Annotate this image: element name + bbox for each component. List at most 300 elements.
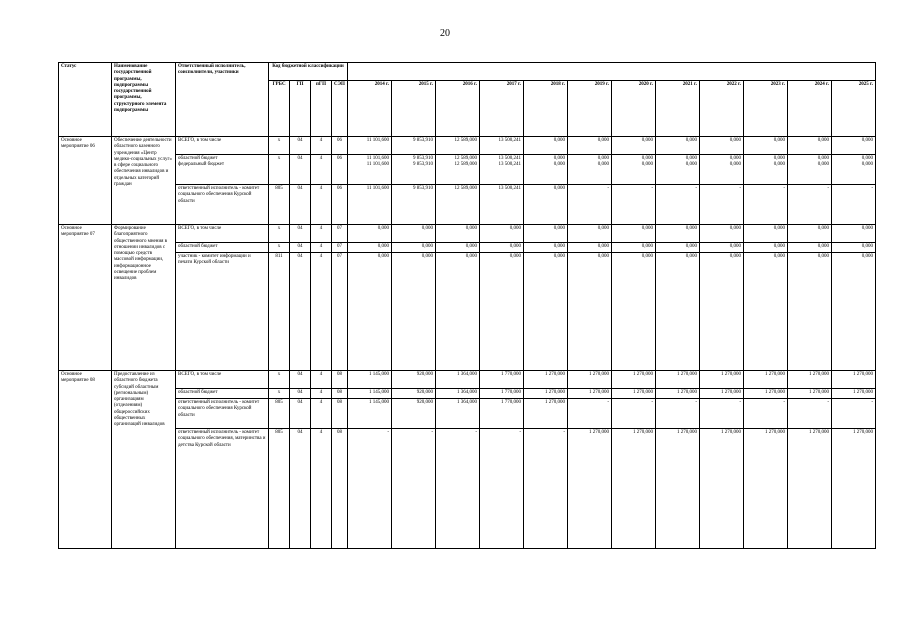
code-grbs-cell: x — [269, 371, 290, 389]
value-text: 1 270,000 — [853, 390, 874, 395]
value-text: 1 270,000 — [677, 390, 698, 395]
code-pgp-cell: 4 — [311, 253, 332, 371]
responsible-text: ВСЕГО, в том числе — [178, 372, 222, 377]
value-text-2: 0,000 — [641, 162, 654, 168]
value-cell — [436, 429, 480, 549]
code-gp-cell: 04 — [290, 399, 311, 429]
value-text: 1 270,000 — [589, 372, 610, 377]
responsible-cell — [176, 137, 269, 155]
value-text: 1 270,000 — [633, 372, 654, 377]
value-text: 0,000 — [641, 226, 654, 231]
value-text: 0,000 — [729, 254, 742, 259]
value-cell — [612, 389, 656, 399]
value-text: 1 270,000 — [545, 400, 566, 405]
responsible-text-2: федеральный бюджет — [178, 162, 225, 168]
value-cell — [832, 137, 876, 155]
budget-table — [58, 62, 876, 549]
value-cell — [480, 225, 524, 243]
value-cell — [612, 225, 656, 243]
responsible-text: ВСЕГО, в том числе — [178, 138, 222, 143]
value-cell — [700, 389, 744, 399]
value-text: 0,000 — [377, 226, 390, 231]
value-cell — [788, 371, 832, 389]
value-cell — [788, 253, 832, 371]
value-cell — [832, 243, 876, 253]
value-cell — [700, 399, 744, 429]
value-cell — [568, 155, 612, 185]
value-cell — [348, 185, 392, 225]
value-cell — [348, 253, 392, 371]
code-gp-cell: 04 — [290, 155, 311, 185]
value-cell — [744, 185, 788, 225]
value-cell — [744, 371, 788, 389]
value-text: 0,000 — [465, 254, 478, 259]
value-text: - — [827, 400, 830, 405]
value-cell — [524, 137, 568, 155]
header-name: Наименование государственной программы, подпрограммы государственной программы, структурного элемента подпрограммы — [112, 63, 176, 137]
code-pgp-cell: 4 — [311, 243, 332, 253]
value-cell — [656, 225, 700, 243]
value-text: 11 101,600 — [366, 186, 390, 191]
value-text: 0,000 — [553, 254, 566, 259]
header-year: 2020 г. — [612, 81, 656, 137]
value-text: 920,000 — [416, 390, 434, 395]
value-text: - — [871, 400, 874, 405]
value-text: 1 270,000 — [677, 430, 698, 435]
value-text: 1 270,000 — [677, 372, 698, 377]
value-text: 1 770,000 — [501, 372, 522, 377]
value-cell — [612, 137, 656, 155]
value-text: 0,000 — [729, 244, 742, 249]
responsible-text: ответственный исполнитель - комитет социального обеспечения, материнства и детства Курской области — [178, 430, 266, 448]
value-cell — [524, 185, 568, 225]
value-text: 0,000 — [817, 244, 830, 249]
value-text: 0,000 — [509, 244, 522, 249]
value-text: 0,000 — [685, 244, 698, 249]
value-text: 1 270,000 — [809, 372, 830, 377]
responsible-cell — [176, 253, 269, 371]
responsible-text: ВСЕГО, в том числе — [178, 226, 222, 231]
value-cell — [612, 399, 656, 429]
table-row — [59, 155, 876, 185]
value-text: 0,000 — [641, 156, 654, 161]
value-cell — [832, 429, 876, 549]
value-text: 9 853,910 — [413, 156, 434, 161]
code-gp-cell: 04 — [290, 429, 311, 549]
value-text: - — [827, 186, 830, 191]
value-cell — [832, 225, 876, 243]
code-grbs-cell: x — [269, 243, 290, 253]
header-year: 2025 г. — [832, 81, 876, 137]
code-gp-cell: 04 — [290, 243, 311, 253]
status-cell: Основное мероприятие 08 — [59, 371, 112, 549]
header-years-group — [348, 63, 876, 81]
value-text: 0,000 — [773, 138, 786, 143]
value-text-2: 0,000 — [729, 162, 742, 168]
value-cell — [568, 243, 612, 253]
value-cell — [832, 399, 876, 429]
value-cell — [348, 243, 392, 253]
value-cell — [612, 429, 656, 549]
value-cell — [744, 225, 788, 243]
value-cell — [612, 155, 656, 185]
value-text: 0,000 — [597, 254, 610, 259]
code-grbs-cell: x — [269, 137, 290, 155]
value-cell — [524, 253, 568, 371]
value-cell — [656, 137, 700, 155]
value-cell — [788, 429, 832, 549]
value-cell — [832, 155, 876, 185]
value-cell — [392, 155, 436, 185]
value-cell — [392, 137, 436, 155]
value-cell — [392, 371, 436, 389]
table-row — [59, 253, 876, 371]
value-cell — [392, 243, 436, 253]
responsible-text: ответственный исполнитель - комитет социального обеспечения Курской области — [178, 400, 260, 418]
header-code: Код бюджетной классификации — [269, 63, 348, 81]
value-cell — [612, 253, 656, 371]
value-cell — [436, 389, 480, 399]
value-cell — [392, 429, 436, 549]
value-cell — [656, 155, 700, 185]
value-text: 1 270,000 — [589, 430, 610, 435]
value-cell — [788, 155, 832, 185]
value-cell — [436, 137, 480, 155]
value-text: 0,000 — [817, 226, 830, 231]
code-pgp-cell: 4 — [311, 399, 332, 429]
value-cell — [568, 389, 612, 399]
value-cell — [656, 389, 700, 399]
header-year: 2018 г. — [524, 81, 568, 137]
value-text: 0,000 — [729, 226, 742, 231]
header-row — [59, 63, 876, 81]
value-cell — [700, 243, 744, 253]
header-som: СЭП — [332, 81, 348, 137]
value-cell — [788, 185, 832, 225]
value-cell — [788, 389, 832, 399]
value-cell — [480, 371, 524, 389]
value-text: 1 270,000 — [809, 430, 830, 435]
code-som-cell: 06 — [332, 155, 348, 185]
code-som-cell: 06 — [332, 185, 348, 225]
value-text: 0,000 — [509, 254, 522, 259]
value-text: 0,000 — [421, 254, 434, 259]
responsible-text: ответственный исполнитель - комитет социального обеспечения Курской области — [178, 186, 260, 204]
value-cell — [832, 371, 876, 389]
value-text: 1 270,000 — [853, 372, 874, 377]
code-grbs-cell: 805 — [269, 399, 290, 429]
value-cell — [480, 429, 524, 549]
value-text: 12 589,000 — [454, 138, 478, 143]
value-cell — [700, 185, 744, 225]
table-row — [59, 371, 876, 389]
value-cell — [656, 243, 700, 253]
value-text-2: 0,000 — [861, 162, 874, 168]
value-text: 0,000 — [421, 244, 434, 249]
value-cell — [524, 243, 568, 253]
code-grbs-cell: 805 — [269, 185, 290, 225]
value-cell — [436, 253, 480, 371]
value-text: - — [871, 186, 874, 191]
value-text: - — [695, 186, 698, 191]
code-gp-cell: 04 — [290, 137, 311, 155]
value-text: 0,000 — [509, 226, 522, 231]
value-text: 1 145,000 — [369, 390, 390, 395]
value-cell — [744, 389, 788, 399]
code-pgp-cell: 4 — [311, 389, 332, 399]
status-cell: Основное мероприятие 07 — [59, 225, 112, 371]
value-text: - — [739, 186, 742, 191]
value-cell — [744, 429, 788, 549]
table-row — [59, 429, 876, 549]
value-cell — [656, 185, 700, 225]
responsible-cell — [176, 155, 269, 185]
value-text: 920,000 — [416, 372, 434, 377]
header-grbs: ГРБС — [269, 81, 290, 137]
value-text: - — [651, 400, 654, 405]
value-cell — [348, 137, 392, 155]
value-cell — [480, 253, 524, 371]
responsible-cell — [176, 243, 269, 253]
value-text: 11 101,600 — [366, 156, 390, 161]
value-cell — [436, 225, 480, 243]
value-cell — [480, 243, 524, 253]
value-cell — [832, 253, 876, 371]
value-text: - — [607, 400, 610, 405]
value-text: 11 101,600 — [366, 138, 390, 143]
header-status: Статус — [59, 63, 112, 137]
value-text: 1 270,000 — [765, 430, 786, 435]
value-text: 0,000 — [773, 244, 786, 249]
value-cell — [788, 399, 832, 429]
header-gp: ГП — [290, 81, 311, 137]
value-text: 0,000 — [421, 226, 434, 231]
value-text: 0,000 — [597, 138, 610, 143]
value-cell — [788, 137, 832, 155]
value-cell — [656, 253, 700, 371]
value-text: 1 145,000 — [369, 372, 390, 377]
value-text: 1 270,000 — [853, 430, 874, 435]
value-cell — [568, 429, 612, 549]
value-cell — [568, 399, 612, 429]
value-text: 1 270,000 — [721, 390, 742, 395]
value-cell — [436, 399, 480, 429]
code-gp-cell: 04 — [290, 389, 311, 399]
code-grbs-cell: 805 — [269, 429, 290, 549]
value-text: 0,000 — [553, 138, 566, 143]
value-cell — [524, 371, 568, 389]
value-text: - — [783, 400, 786, 405]
value-cell — [700, 155, 744, 185]
responsible-cell — [176, 399, 269, 429]
value-text: 0,000 — [597, 244, 610, 249]
value-text: 0,000 — [553, 156, 566, 161]
value-text: 1 145,000 — [369, 400, 390, 405]
value-cell — [436, 243, 480, 253]
code-pgp-cell: 4 — [311, 225, 332, 243]
value-text-2: 13 500,241 — [498, 162, 522, 168]
value-cell — [568, 225, 612, 243]
value-cell — [480, 155, 524, 185]
value-cell — [348, 399, 392, 429]
code-grbs-cell: 811 — [269, 253, 290, 371]
value-text-2: 11 101,600 — [366, 162, 390, 168]
value-text: 1 270,000 — [633, 430, 654, 435]
value-cell — [700, 253, 744, 371]
value-text: 0,000 — [861, 254, 874, 259]
program-name-cell: Формирование благоприятного общественного мнения в отношении инвалидов с помощью средств массовой информации, информационное освещение проблем инвалидов — [112, 225, 176, 371]
value-text: 0,000 — [465, 244, 478, 249]
responsible-cell — [176, 225, 269, 243]
value-text: 0,000 — [861, 244, 874, 249]
table-row — [59, 185, 876, 225]
code-pgp-cell: 4 — [311, 371, 332, 389]
responsible-text: областной бюджет — [178, 244, 218, 249]
value-cell — [612, 185, 656, 225]
value-cell — [524, 399, 568, 429]
responsible-text: участник - комитет информации и печати Курской области — [178, 254, 251, 266]
table-row — [59, 225, 876, 243]
table-row — [59, 399, 876, 429]
responsible-text: областной бюджет — [178, 156, 218, 161]
program-name-cell: Обеспечение деятельности областного казенного учреждения «Центр медико-социальных услуг» в сфере социального обеспечения инвалидов и отдельных категорий граждан — [112, 137, 176, 225]
header-resp: Ответственный исполнитель, соисполнители, участники — [176, 63, 269, 137]
value-text: 0,000 — [597, 226, 610, 231]
value-text: 0,000 — [817, 156, 830, 161]
value-cell — [700, 225, 744, 243]
value-cell — [832, 185, 876, 225]
value-cell — [568, 137, 612, 155]
value-cell — [612, 243, 656, 253]
value-text: 1 270,000 — [809, 390, 830, 395]
code-gp-cell: 04 — [290, 253, 311, 371]
value-cell — [612, 371, 656, 389]
value-text: 1 270,000 — [545, 390, 566, 395]
value-text-2: 0,000 — [597, 162, 610, 168]
value-cell — [392, 389, 436, 399]
value-text: 1 770,000 — [501, 390, 522, 395]
value-text: 0,000 — [641, 244, 654, 249]
code-grbs-cell: x — [269, 389, 290, 399]
value-text: 0,000 — [377, 244, 390, 249]
value-text: 0,000 — [377, 254, 390, 259]
value-text: 0,000 — [817, 254, 830, 259]
value-text: 1 270,000 — [589, 390, 610, 395]
value-cell — [568, 185, 612, 225]
value-cell — [348, 371, 392, 389]
header-year: 2021 г. — [656, 81, 700, 137]
value-cell — [436, 185, 480, 225]
value-text: 0,000 — [553, 226, 566, 231]
value-text: 1 270,000 — [545, 372, 566, 377]
value-text: 1 270,000 — [765, 390, 786, 395]
code-pgp-cell: 4 — [311, 137, 332, 155]
header-year: 2014 г. — [348, 81, 392, 137]
code-pgp-cell: 4 — [311, 429, 332, 549]
value-text: 920,000 — [416, 400, 434, 405]
value-text: - — [519, 430, 522, 435]
value-text: - — [651, 186, 654, 191]
value-text: 0,000 — [553, 186, 566, 191]
value-text: 13 500,241 — [498, 156, 522, 161]
value-cell — [744, 399, 788, 429]
value-cell — [524, 429, 568, 549]
value-text: 1 364,000 — [457, 390, 478, 395]
code-gp-cell: 04 — [290, 185, 311, 225]
value-cell — [700, 429, 744, 549]
code-pgp-cell: 4 — [311, 185, 332, 225]
code-som-cell: 08 — [332, 399, 348, 429]
value-text: - — [475, 430, 478, 435]
value-text: - — [431, 430, 434, 435]
value-text: 13 500,241 — [498, 186, 522, 191]
value-text: 0,000 — [773, 156, 786, 161]
code-som-cell: 08 — [332, 429, 348, 549]
value-cell — [744, 243, 788, 253]
value-text: 0,000 — [861, 156, 874, 161]
status-cell: Основное мероприятие 06 — [59, 137, 112, 225]
value-text-2: 0,000 — [817, 162, 830, 168]
value-text: 0,000 — [861, 138, 874, 143]
code-grbs-cell: x — [269, 225, 290, 243]
value-text: 13 500,241 — [498, 138, 522, 143]
value-text-2: 12 589,000 — [454, 162, 478, 168]
page-number: 20 — [440, 28, 450, 39]
value-text: - — [387, 430, 390, 435]
value-text: 1 270,000 — [633, 390, 654, 395]
value-text: - — [783, 186, 786, 191]
code-gp-cell: 04 — [290, 371, 311, 389]
header-year: 2023 г. — [744, 81, 788, 137]
value-cell — [392, 399, 436, 429]
value-cell — [348, 429, 392, 549]
value-text: 12 589,000 — [454, 186, 478, 191]
value-text: 0,000 — [465, 226, 478, 231]
value-text: 0,000 — [597, 156, 610, 161]
value-cell — [524, 389, 568, 399]
header-year: 2019 г. — [568, 81, 612, 137]
value-text: - — [607, 186, 610, 191]
value-text: 0,000 — [553, 244, 566, 249]
value-text: 1 770,000 — [501, 400, 522, 405]
value-text: 0,000 — [685, 226, 698, 231]
value-text: 12 589,000 — [454, 156, 478, 161]
value-text: - — [695, 400, 698, 405]
value-cell — [524, 155, 568, 185]
value-text: 0,000 — [861, 226, 874, 231]
value-cell — [832, 389, 876, 399]
code-pgp-cell: 4 — [311, 155, 332, 185]
value-text: 0,000 — [817, 138, 830, 143]
value-text: 0,000 — [685, 254, 698, 259]
value-text: 0,000 — [641, 254, 654, 259]
value-text-2: 0,000 — [553, 162, 566, 168]
header-year: 2016 г. — [436, 81, 480, 137]
value-cell — [524, 225, 568, 243]
value-cell — [700, 371, 744, 389]
value-cell — [392, 225, 436, 243]
table-row — [59, 243, 876, 253]
code-som-cell: 08 — [332, 371, 348, 389]
value-cell — [744, 137, 788, 155]
value-cell — [788, 225, 832, 243]
code-som-cell: 08 — [332, 389, 348, 399]
value-cell — [656, 371, 700, 389]
value-text: 1 270,000 — [765, 372, 786, 377]
value-cell — [348, 389, 392, 399]
header-year: 2024 г. — [788, 81, 832, 137]
code-som-cell: 07 — [332, 225, 348, 243]
